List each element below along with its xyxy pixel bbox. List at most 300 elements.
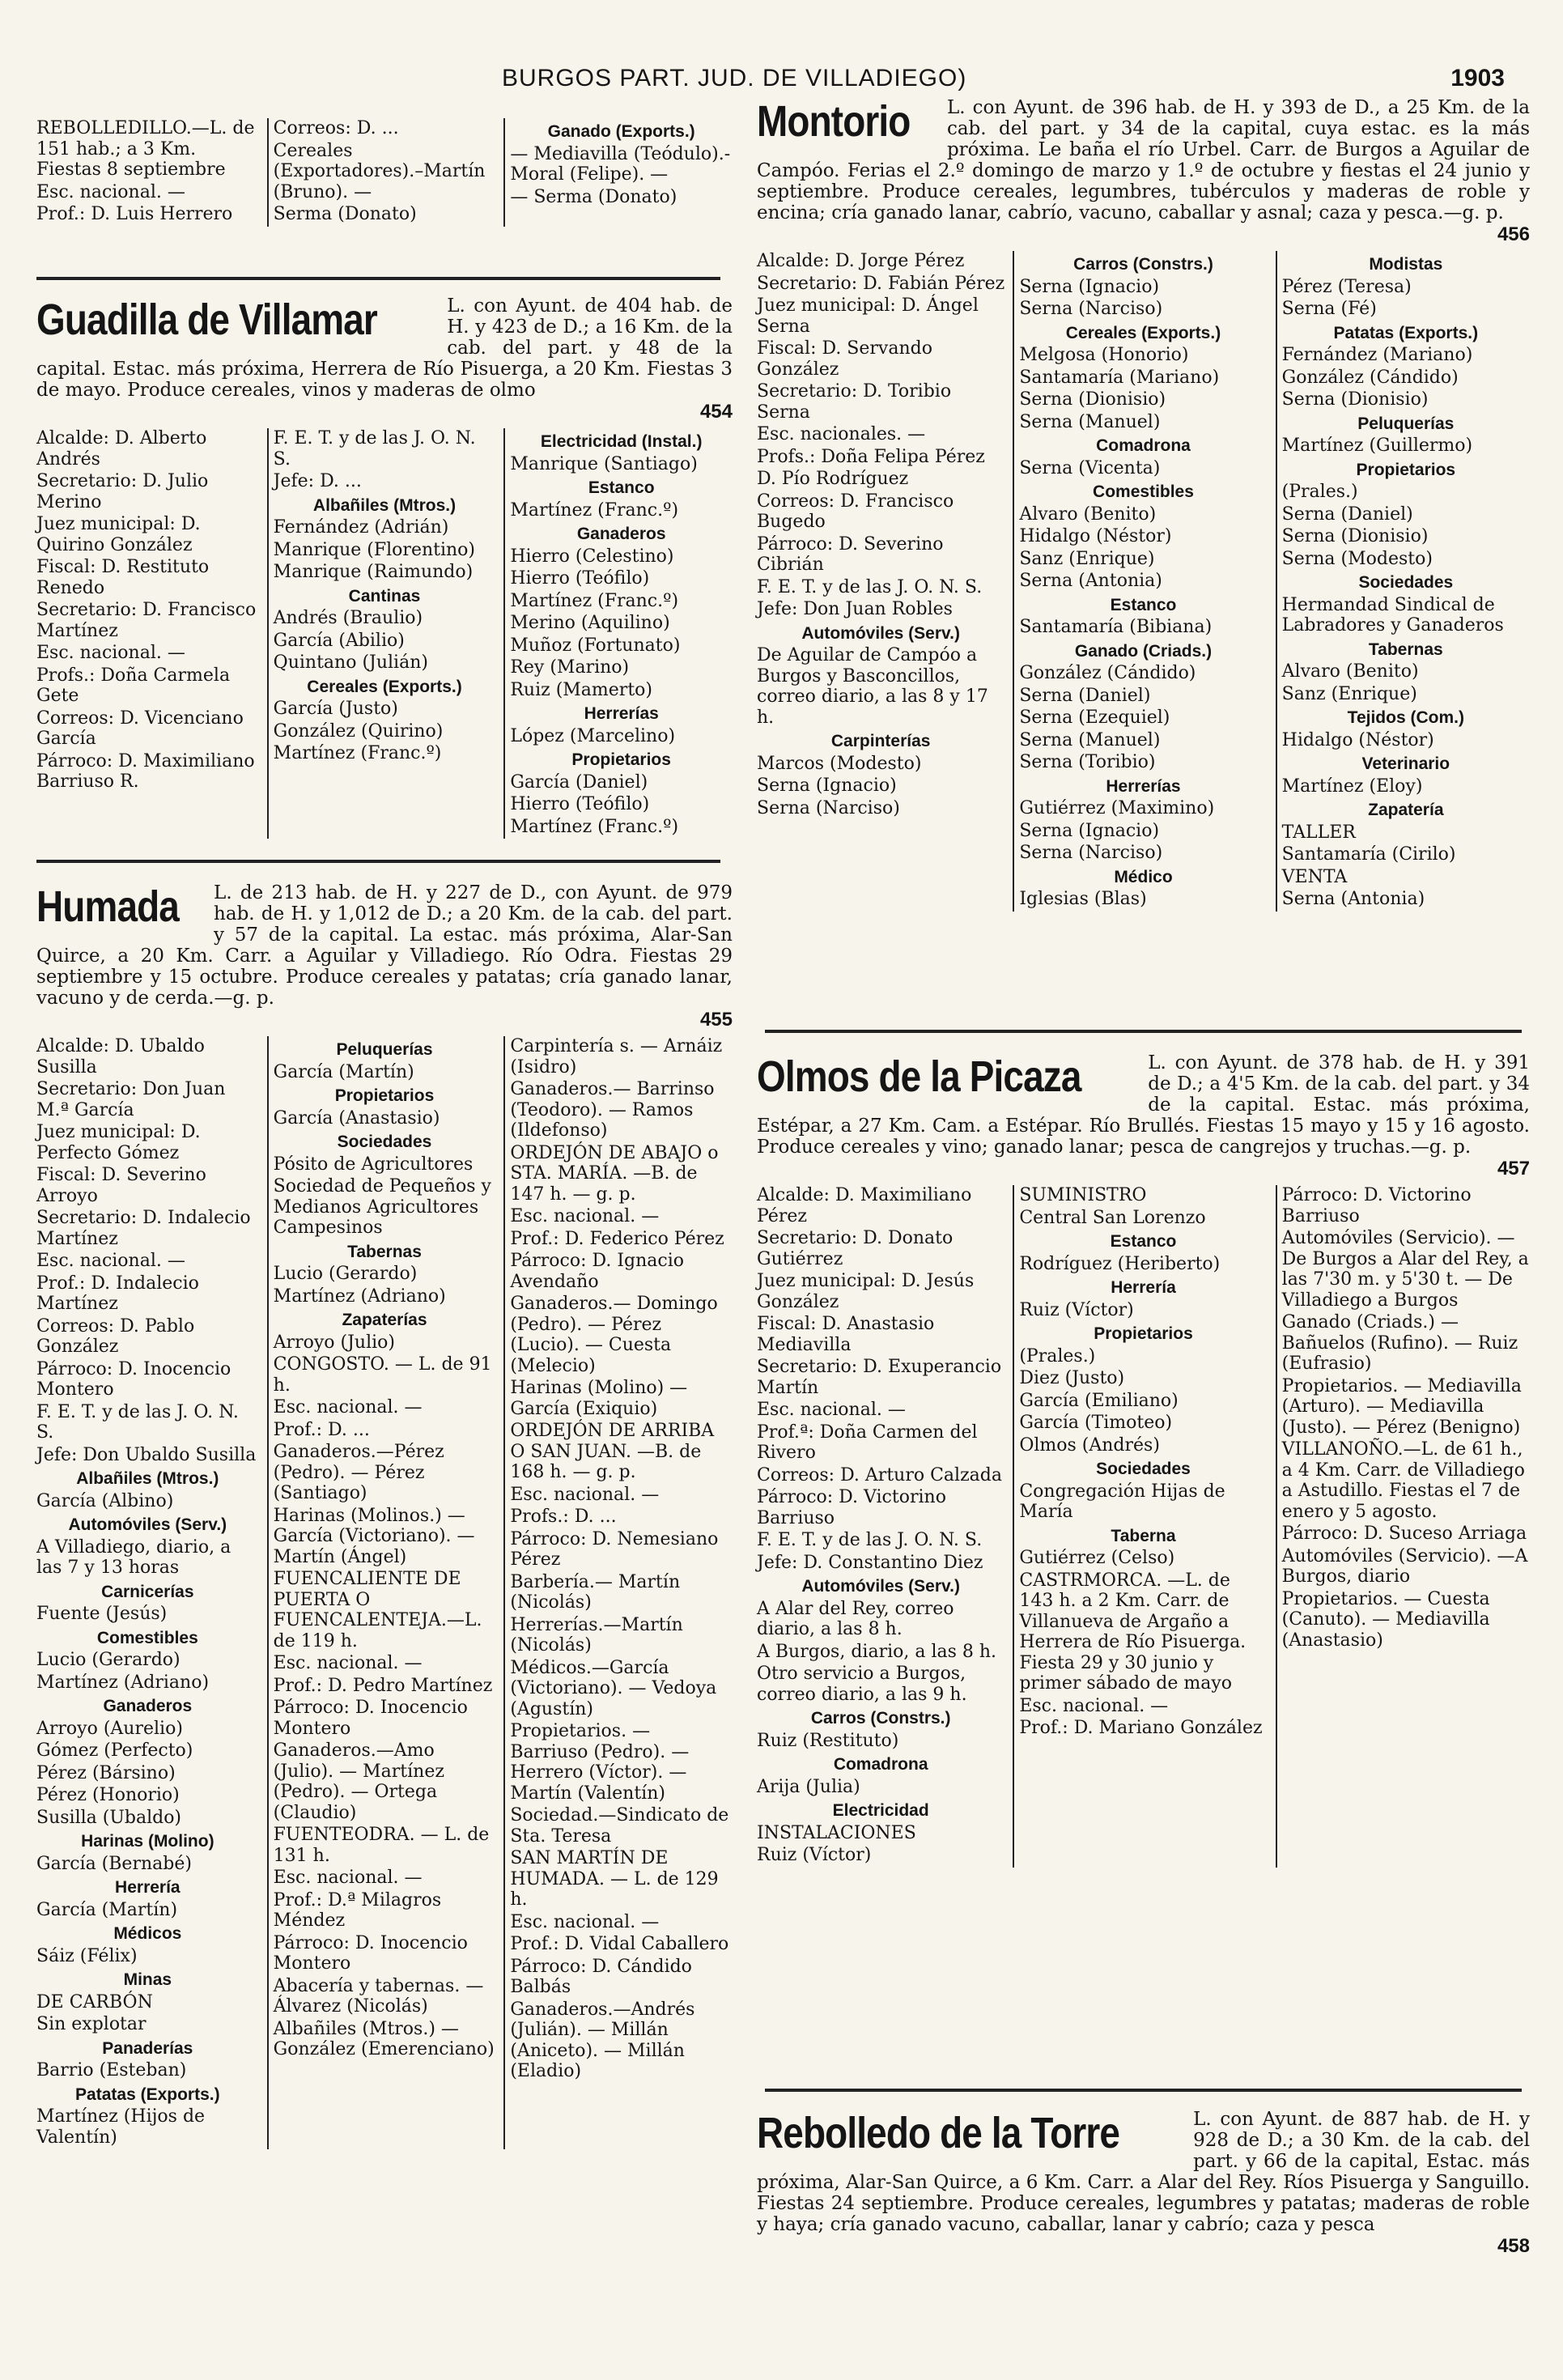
section-divider bbox=[765, 1030, 1522, 1033]
entry-line: Secretario: D. Julio Merino bbox=[36, 471, 209, 512]
entry-line: Párroco: D. Maximiliano Barriuso R. bbox=[36, 750, 255, 792]
entry-line: Secretario: D. Exuperancio Martín bbox=[757, 1357, 1002, 1398]
entry-line: CASTRMORCA. —L. de 143 h. a 2 Km. Carr. de Villanueva de Argaño a Herrera de Río Pisuerga. Fiesta 29 y 30 junio y primer sábado de mayo bbox=[1019, 1570, 1247, 1694]
section-intro: L. de 213 hab. de H. y 227 de D., con Ayunt. de 979 hab. de H. y 1,012 de D.; a 20 Km. de la cab. del part. y 57 de la capital. La estac. más próxima, Alar-San Quirce, a 20 Km. Carr. a Aguilar y Villadiego. Río Odra. Fiestas 29 septiembre y 15 octubre. Produce cereales y patatas; cría ganado lanar, vacuno y de cerda.—g. p. bbox=[36, 882, 733, 1009]
entry-line: Correos: D. Pablo González bbox=[36, 1315, 195, 1357]
category-heading: Electricidad bbox=[832, 1801, 929, 1820]
category-heading: Ganado (Criads.) bbox=[1074, 641, 1213, 661]
entry-line: Jefe: D. Constantino Diez bbox=[757, 1552, 983, 1573]
entry-line: SAN MARTÍN DE HUMADA. — L. de 129 h. bbox=[510, 1848, 719, 1910]
entry-line: Lucio (Gerardo) bbox=[273, 1264, 418, 1284]
entry-line: Pérez (Teresa) bbox=[1281, 276, 1412, 297]
entry-line: Martínez (Franc.º) bbox=[510, 590, 679, 611]
category-heading: Ganaderos bbox=[576, 525, 666, 543]
category-heading: Médicos bbox=[113, 1924, 182, 1943]
category-heading: Ganaderos bbox=[103, 1697, 193, 1715]
entry-line: Susilla (Ubaldo) bbox=[36, 1807, 182, 1828]
entry-line: Serna (Modesto) bbox=[1281, 548, 1433, 569]
entry-line: Barbería.— Martín (Nicolás) bbox=[510, 1571, 681, 1613]
entry-line: Serna (Daniel) bbox=[1019, 685, 1151, 706]
entry-line: Alcalde: D. Ubaldo Susilla bbox=[36, 1036, 205, 1077]
text-column bbox=[1013, 251, 1267, 912]
category-heading: Automóviles (Serv.) bbox=[801, 1577, 960, 1596]
section-columns bbox=[757, 1185, 1530, 1868]
entry-line: Párroco: D. Inocencio Montero bbox=[273, 1932, 468, 1974]
entry-line: Manrique (Florentino) bbox=[273, 539, 476, 560]
category-heading: Automóviles (Serv.) bbox=[68, 1515, 227, 1534]
category-heading: Zapatería bbox=[1368, 801, 1444, 819]
entry-line: Serna (Ignacio) bbox=[1019, 820, 1160, 841]
category-heading: Propietarios bbox=[1356, 460, 1456, 479]
text-column bbox=[267, 1036, 496, 2149]
category-heading: Herrerías bbox=[584, 704, 659, 723]
section-intro: L. con Ayunt. de 396 hab. de H. y 393 de D., a 25 Km. de la cab. del part. y 34 de la capital, cuya estac. es la más próxima. Le baña el río Urbel. Carr. de Burgos a Aguilar de Campóo. Ferias el 2.º domingo de marzo y 1.º de octubre y fiestas el 24 junio y septiembre. Produce cereales, legumbres, tubérculos y maderas de roble y encina; cría ganado lanar, cabrío, vacuno, caballar y asnal; caza y pesca.—g. p. bbox=[757, 97, 1530, 223]
entry-line: Secretario: D. Francisco Martínez bbox=[36, 600, 257, 641]
entry-line: Alcalde: D. Jorge Pérez bbox=[757, 251, 965, 271]
entry-line: Ganado (Criads.) —Bañuelos (Rufino). — Ruiz (Eufrasio) bbox=[1281, 1312, 1518, 1374]
entry-line: Hierro (Teófilo) bbox=[510, 794, 650, 814]
entry-line: Gutiérrez (Celso) bbox=[1019, 1548, 1175, 1568]
text-column bbox=[757, 251, 1004, 912]
entry-line: INSTALACIONES bbox=[757, 1822, 916, 1843]
entry-line: Santamaría (Cirilo) bbox=[1281, 844, 1456, 865]
entry-line: Fuente (Jesús) bbox=[36, 1604, 168, 1624]
entry-line: Prof.: D. Pedro Martínez bbox=[273, 1675, 493, 1696]
category-heading: Comestibles bbox=[1093, 482, 1194, 501]
entry-line: Iglesias (Blas) bbox=[1019, 889, 1147, 909]
entry-line: Serna (Ignacio) bbox=[757, 776, 897, 796]
section-title: Guadilla de Villamar bbox=[36, 295, 377, 344]
entry-line: Pérez (Bársino) bbox=[36, 1762, 176, 1783]
entry-line: Profs.: D. ... bbox=[510, 1507, 617, 1527]
entry-line: Lucio (Gerardo) bbox=[36, 1650, 181, 1670]
entry-line: Ganaderos.—Amo (Julio). — Martínez (Pedro). — Ortega (Claudio) bbox=[273, 1740, 444, 1823]
category-heading: Propietarios bbox=[1094, 1324, 1193, 1343]
entry-line: Serna (Manuel) bbox=[1019, 729, 1161, 750]
entry-line: Juez municipal: D. Quirino González bbox=[36, 514, 201, 555]
category-heading: Peluquerías bbox=[1357, 414, 1455, 433]
entry-line: Esc. nacional. — bbox=[273, 1653, 423, 1673]
entry-line: Hidalgo (Néstor) bbox=[1019, 526, 1172, 546]
category-heading: Zapaterías bbox=[342, 1311, 427, 1329]
category-heading: Albañiles (Mtros.) bbox=[312, 495, 457, 515]
entry-line: Albañiles (Mtros.) — González (Emerenciano) bbox=[273, 2018, 495, 2059]
header-title: BURGOS PART. JUD. DE VILLADIEGO) bbox=[502, 65, 967, 91]
entry-line: ORDEJÓN DE ABAJO o STA. MARÍA. —B. de 147 h. — g. p. bbox=[510, 1142, 719, 1205]
entry-line: Esc. nacional. — bbox=[510, 1911, 660, 1932]
entry-line: Prof.: D. ... bbox=[273, 1419, 370, 1440]
entry-line: Párroco: D. Suceso Arriaga bbox=[1281, 1524, 1527, 1544]
category-heading: Carnicerías bbox=[101, 1582, 194, 1601]
category-heading: Médico bbox=[1114, 867, 1173, 886]
entry-line: Hierro (Teófilo) bbox=[510, 568, 650, 589]
entry-line: Jefe: D. ... bbox=[273, 471, 362, 491]
section-montorio bbox=[757, 97, 1530, 988]
entry-line: Congregación Hijas de María bbox=[1019, 1481, 1225, 1522]
entry-line: Serna (Manuel) bbox=[1019, 411, 1161, 432]
entry-line: Propietarios. — Barriuso (Pedro). — Herrero (Víctor). — Martín (Valentín) bbox=[510, 1721, 690, 1804]
entry-line: Fiscal: D. Anastasio Mediavilla bbox=[757, 1314, 935, 1355]
entry-line: Jefe: Don Ubaldo Susilla bbox=[36, 1444, 257, 1465]
entry-line: Esc. nacional. — bbox=[36, 1251, 185, 1271]
entry-line: Martínez (Franc.º) bbox=[510, 499, 679, 521]
category-heading: Cereales (Exports.) bbox=[307, 677, 462, 696]
entry-number: 458 bbox=[1497, 2235, 1530, 2257]
entry-line: Esc. nacional. — bbox=[757, 1400, 906, 1420]
entry-line: Manrique (Santiago) bbox=[510, 453, 698, 474]
entry-line: F. E. T. y de las J. O. N. S. bbox=[36, 1401, 239, 1443]
entry-line: Martínez (Hijos de Valentín) bbox=[36, 2106, 206, 2148]
section-columns bbox=[36, 428, 733, 839]
text-column bbox=[1276, 1185, 1530, 1868]
entry-line: García (Anastasio) bbox=[273, 1107, 440, 1128]
section-title: Humada bbox=[36, 882, 179, 931]
entry-line: Párroco: D. Cándido Balbás bbox=[510, 1956, 692, 1997]
entry-line: De Aguilar de Campóo a Burgos y Basconcillos, correo diario, a las 8 y 17 h. bbox=[757, 645, 988, 728]
entry-line: Correos: D. ... bbox=[273, 118, 399, 138]
section-columns bbox=[36, 1036, 733, 2149]
category-heading: Estanco bbox=[1110, 1232, 1177, 1251]
entry-line: Hermandad Sindical de Labradores y Ganaderos bbox=[1281, 594, 1504, 635]
entry-line: DE CARBÓN bbox=[36, 1991, 153, 2012]
entry-line: Prof.ª: Doña Carmen del Rivero bbox=[757, 1422, 978, 1463]
entry-line: Serma (Donato) bbox=[273, 204, 417, 224]
entry-line: Serna (Vicenta) bbox=[1019, 457, 1161, 478]
category-heading: Propietarios bbox=[334, 1086, 435, 1105]
section-rebolledillo bbox=[36, 113, 733, 275]
entry-line: VENTA bbox=[1281, 866, 1348, 887]
category-heading: Carros (Constrs.) bbox=[1073, 255, 1213, 274]
entry-line: Serna (Narciso) bbox=[757, 797, 900, 818]
entry-line: Prof.: D. Federico Pérez bbox=[510, 1228, 724, 1249]
entry-line: Párroco: D. Severino Cibrián bbox=[757, 533, 944, 575]
category-heading: Comadrona bbox=[833, 1755, 928, 1774]
page-number: 1903 bbox=[1450, 65, 1505, 91]
category-heading: Sociedades bbox=[1096, 1460, 1191, 1478]
entry-line: Sociedad de Pequeños y Medianos Agricultores Campesinos bbox=[273, 1176, 491, 1238]
section-intro: L. con Ayunt. de 404 hab. de H. y 423 de D.; a 16 Km. de la cab. del part. y 48 de la capital. Estac. más próxima, Herrera de Río Pisuerga, a 20 Km. Fiestas 3 de mayo. Produce cereales, vinos y maderas de olmo bbox=[36, 295, 733, 401]
text-column bbox=[757, 1185, 1004, 1868]
entry-line: Esc. nacional. — bbox=[273, 1868, 423, 1888]
text-column bbox=[36, 1036, 259, 2149]
entry-line: Profs.: Doña Felipa Pérez bbox=[757, 446, 985, 467]
entry-line: Serna (Fé) bbox=[1281, 299, 1377, 319]
entry-line: Serna (Antonia) bbox=[1019, 571, 1162, 591]
entry-line: Alvaro (Benito) bbox=[1281, 661, 1419, 682]
entry-line: Ganaderos.— Domingo (Pedro). — Pérez (Lucio). — Cuesta (Melecio) bbox=[510, 1294, 718, 1376]
category-heading: Herrería bbox=[115, 1878, 181, 1897]
entry-line: González (Quirino) bbox=[273, 720, 444, 742]
entry-line: Serna (Narciso) bbox=[1019, 299, 1163, 319]
entry-line: Secretario: D. Fabián Pérez bbox=[757, 273, 1005, 294]
entry-line: Serna (Toribio) bbox=[1019, 752, 1156, 772]
entry-line: Ganaderos.—Pérez (Pedro). — Pérez (Santiago) bbox=[273, 1442, 444, 1503]
entry-line: Serna (Dionisio) bbox=[1281, 526, 1429, 546]
entry-line: Diez (Justo) bbox=[1019, 1368, 1125, 1388]
category-heading: Sociedades bbox=[1358, 573, 1454, 592]
entry-line: Martínez (Adriano) bbox=[273, 1286, 446, 1307]
section-divider bbox=[765, 2089, 1522, 2092]
entry-line: Médicos.—García (Victoriano). — Vedoya (Agustín) bbox=[510, 1657, 717, 1719]
entry-line: Gómez (Perfecto) bbox=[36, 1740, 193, 1761]
section-divider bbox=[36, 860, 720, 863]
entry-line: Melgosa (Honorio) bbox=[1019, 345, 1189, 365]
entry-line: Juez municipal: D. Perfecto Gómez bbox=[36, 1122, 201, 1163]
category-heading: Estanco bbox=[588, 478, 655, 497]
entry-line: Prof.: D.ª Milagros Méndez bbox=[273, 1889, 442, 1931]
entry-line: Sanz (Enrique) bbox=[1019, 548, 1155, 569]
entry-line: Correos: D. Vicenciano García bbox=[36, 708, 244, 749]
entry-line: Harinas (Molinos.) — García (Victoriano). — Martín (Ángel) bbox=[273, 1505, 475, 1567]
entry-line: Sanz (Enrique) bbox=[1281, 683, 1417, 704]
entry-line: D. Pío Rodríguez bbox=[757, 469, 909, 489]
section-title: Montorio bbox=[757, 97, 911, 146]
entry-line: TALLER bbox=[1281, 822, 1356, 843]
entry-line: Secretario: Don Juan M.ª García bbox=[36, 1079, 226, 1120]
entry-line: Alcalde: D. Alberto Andrés bbox=[36, 428, 207, 470]
entry-line: Profs.: Doña Carmela Gete bbox=[36, 665, 231, 706]
entry-line: Ganaderos.— Barrinso (Teodoro). — Ramos (Ildefonso) bbox=[510, 1079, 715, 1141]
category-heading: Cereales (Exports.) bbox=[1065, 323, 1221, 342]
entry-number: 454 bbox=[699, 401, 733, 423]
entry-line: Santamaría (Bibiana) bbox=[1019, 617, 1213, 637]
entry-line: Secretario: D. Toribio Serna bbox=[757, 381, 952, 423]
entry-line: Esc. nacional. — bbox=[273, 1397, 423, 1417]
entry-line: García (Daniel) bbox=[510, 771, 648, 793]
entry-line: Sociedad.—Sindicato de Sta. Teresa bbox=[510, 1805, 729, 1847]
category-heading: Carpinterías bbox=[830, 732, 931, 750]
entry-line: Rodríguez (Heriberto) bbox=[1019, 1253, 1221, 1274]
entry-line: Abacería y tabernas. — Álvarez (Nicolás) bbox=[273, 1975, 484, 2017]
entry-line: Automóviles (Servicio). —A Burgos, diario bbox=[1281, 1545, 1528, 1587]
category-heading: Ganado (Exports.) bbox=[547, 122, 695, 141]
category-heading: Minas bbox=[123, 1970, 172, 1989]
entry-line: Correos: D. Francisco Bugedo bbox=[757, 491, 954, 532]
category-heading: Modistas bbox=[1369, 255, 1443, 274]
entry-line: Secretario: D. Donato Gutiérrez bbox=[757, 1228, 954, 1269]
entry-line: Martínez (Eloy) bbox=[1281, 776, 1423, 797]
entry-line: Propietarios. — Cuesta (Canuto). — Mediavilla (Anastasio) bbox=[1281, 1588, 1490, 1651]
entry-line: Párroco: D. Victorino Barriuso bbox=[1281, 1185, 1472, 1226]
entry-line: García (Albino) bbox=[36, 1490, 174, 1511]
category-heading: Patatas (Exports.) bbox=[1333, 323, 1479, 342]
section-intro: L. con Ayunt. de 378 hab. de H. y 391 de D.; a 4'5 Km. de la cab. del part. y 34 de la capital. Estac. más próxima, Estépar, a 27 Km. Cam. a Estépar. Río Brullés. Fiestas 15 mayo y 15 y 16 agosto. Produce cereales y vino; ganado lanar; pesca de cangrejos y truchas.—g. p. bbox=[757, 1052, 1530, 1158]
entry-line: Juez municipal: D. Jesús González bbox=[757, 1271, 975, 1312]
section-intro: L. con Ayunt. de 887 hab. de H. y 928 de D.; a 30 Km. de la cab. del part. y 66 de la capital, Estac. más próxima, Alar-San Quirce, a 6 Km. Carr. a Alar del Rey. Ríos Pisuerga y Sanguillo. Fiestas 24 septiembre. Produce cereales, legumbres y patatas; maderas de roble y haya; cría ganado vacuno, caballar, lanar y cabrío; caza y pesca bbox=[757, 2109, 1530, 2235]
entry-line: Alvaro (Benito) bbox=[1019, 504, 1157, 525]
entry-line: Esc. nacional. — bbox=[510, 1206, 660, 1226]
category-heading: Albañiles (Mtros.) bbox=[76, 1469, 219, 1488]
entry-line: Quintano (Julián) bbox=[273, 652, 428, 673]
entry-line: Arroyo (Aurelio) bbox=[36, 1718, 183, 1739]
entry-line: Párroco: D. Inocencio Montero bbox=[273, 1698, 468, 1739]
text-column bbox=[267, 118, 496, 227]
entry-line: Prof.: D. Luis Herrero bbox=[36, 204, 233, 224]
entry-line: López (Marcelino) bbox=[510, 725, 676, 746]
category-heading: Tabernas bbox=[1368, 640, 1443, 659]
category-heading: Automóviles (Serv.) bbox=[801, 623, 960, 643]
category-heading: Veterinario bbox=[1361, 754, 1450, 773]
entry-line: — Mediavilla (Teódulo).-Moral (Felipe). — bbox=[510, 143, 731, 185]
entry-line: Serna (Antonia) bbox=[1281, 889, 1425, 909]
entry-line: Prof.: D. Vidal Caballero bbox=[510, 1934, 729, 1954]
text-column bbox=[36, 428, 259, 839]
entry-line: Andrés (Braulio) bbox=[273, 608, 423, 628]
entry-line: A Villadiego, diario, a las 7 y 13 horas bbox=[36, 1536, 231, 1578]
entry-line: F. E. T. y de las J. O. N. S. bbox=[273, 428, 476, 470]
entry-number: 456 bbox=[1497, 223, 1530, 245]
entry-line: Harinas (Molino) —García (Exiquio) bbox=[510, 1378, 688, 1419]
entry-line: Esc. nacional. — bbox=[510, 1484, 660, 1505]
entry-line: Párroco: D. Victorino Barriuso bbox=[757, 1487, 946, 1528]
category-heading: Taberna bbox=[1111, 1526, 1176, 1545]
entry-line: Central San Lorenzo bbox=[1019, 1207, 1206, 1228]
entry-line: Manrique (Raimundo) bbox=[273, 562, 474, 582]
entry-line: Serna (Dionisio) bbox=[1281, 389, 1429, 410]
entry-line: Merino (Aquilino) bbox=[510, 613, 670, 633]
entry-line: REBOLLEDILLO.—L. de 151 hab.; a 3 Km. Fiestas 8 septiembre bbox=[36, 118, 255, 180]
entry-line: Martínez (Franc.º) bbox=[273, 743, 442, 763]
category-heading: Comestibles bbox=[96, 1628, 198, 1647]
entry-line: Barrio (Esteban) bbox=[36, 2060, 187, 2080]
category-heading: Panaderías bbox=[102, 2038, 193, 2058]
category-heading: Herrerías bbox=[1106, 776, 1181, 796]
entry-line: Carpintería s. — Arnáiz (Isidro) bbox=[510, 1036, 723, 1077]
entry-line: Sáiz (Félix) bbox=[36, 1945, 138, 1966]
section-columns bbox=[757, 251, 1530, 912]
section-guadilla bbox=[36, 295, 733, 854]
entry-line: Martínez (Adriano) bbox=[36, 1672, 210, 1693]
entry-line: FUENCALIENTE DE PUERTA O FUENCALENTEJA.—L. de 119 h. bbox=[273, 1569, 482, 1651]
entry-line: Automóviles (Servicio). — De Burgos a Alar del Rey, a las 7'30 m. y 5'30 t. — De Villadiego a Burgos bbox=[1281, 1228, 1529, 1311]
entry-line: FUENTEODRA. — L. de 131 h. bbox=[273, 1825, 490, 1866]
entry-line: F. E. T. y de las J. O. N. S. bbox=[757, 576, 983, 597]
entry-line: García (Bernabé) bbox=[36, 1853, 192, 1874]
entry-line: Esc. nacional. — bbox=[36, 181, 185, 202]
entry-line: Muñoz (Fortunato) bbox=[510, 635, 681, 656]
section-humada bbox=[36, 882, 733, 2356]
section-olmos bbox=[757, 1052, 1530, 2080]
category-heading: Peluquerías bbox=[336, 1040, 433, 1059]
entry-line: Párroco: D. Inocencio Montero bbox=[36, 1358, 231, 1400]
entry-line: Fiscal: D. Restituto Renedo bbox=[36, 557, 210, 598]
entry-line: Otro servicio a Burgos, correo diario, a las 9 h. bbox=[757, 1664, 967, 1705]
entry-line: García (Abilio) bbox=[273, 630, 405, 651]
entry-line: Ruiz (Mamerto) bbox=[510, 679, 652, 700]
entry-line: CONGOSTO. — L. de 91 h. bbox=[273, 1354, 492, 1396]
entry-line: Fiscal: D. Servando González bbox=[757, 338, 932, 380]
entry-line: Santamaría (Mariano) bbox=[1019, 367, 1220, 388]
category-heading: Herrería bbox=[1111, 1278, 1176, 1297]
entry-number: 455 bbox=[699, 1009, 733, 1031]
entry-line: F. E. T. y de las J. O. N. S. bbox=[757, 1530, 983, 1550]
category-heading: Patatas (Exports.) bbox=[75, 2085, 220, 2104]
entry-line: Ruiz (Víctor) bbox=[1019, 1299, 1134, 1320]
entry-line: González (Cándido) bbox=[1019, 663, 1196, 683]
entry-line: Serna (Ignacio) bbox=[1019, 276, 1160, 297]
entry-line: Serna (Ezequiel) bbox=[1019, 708, 1170, 728]
entry-line: Cereales (Exportadores).–Martín (Bruno). — bbox=[273, 140, 486, 202]
entry-line: González (Cándido) bbox=[1281, 367, 1459, 388]
entry-line: (Prales.) bbox=[1019, 1345, 1096, 1366]
category-heading: Comadrona bbox=[1096, 436, 1191, 455]
entry-line: Hidalgo (Néstor) bbox=[1281, 729, 1434, 750]
entry-line: ORDEJÓN DE ARRIBA O SAN JUAN. —B. de 168 h. — g. p. bbox=[510, 1421, 715, 1482]
category-heading: Sociedades bbox=[337, 1133, 432, 1151]
entry-line: Serna (Daniel) bbox=[1281, 504, 1413, 525]
entry-line: Gutiérrez (Maximino) bbox=[1019, 798, 1215, 818]
entry-line: Serna (Dionisio) bbox=[1019, 389, 1166, 410]
category-heading: Tabernas bbox=[347, 1242, 422, 1261]
entry-line: Esc. nacionales. — bbox=[757, 424, 926, 444]
entry-line: A Alar del Rey, correo diario, a las 8 h. bbox=[757, 1598, 954, 1639]
entry-line: Fernández (Adrián) bbox=[273, 517, 449, 538]
entry-line: Juez municipal: D. Ángel Serna bbox=[757, 295, 979, 337]
entry-line: Correos: D. Arturo Calzada bbox=[757, 1464, 1002, 1485]
entry-line: Ruiz (Víctor) bbox=[757, 1845, 872, 1865]
section-title: Olmos de la Picaza bbox=[757, 1052, 1081, 1101]
text-column bbox=[503, 1036, 733, 2149]
entry-line: Rey (Marino) bbox=[510, 657, 630, 678]
entry-line: Propietarios. — Mediavilla (Arturo). — Mediavilla (Justo). — Pérez (Benigno) bbox=[1281, 1375, 1522, 1438]
entry-line: Ruiz (Restituto) bbox=[757, 1730, 899, 1751]
text-column bbox=[503, 428, 733, 839]
entry-line: Arroyo (Julio) bbox=[273, 1332, 395, 1353]
entry-line: Fernández (Mariano) bbox=[1281, 345, 1473, 365]
entry-line: Sin explotar bbox=[36, 2014, 147, 2034]
entry-line: Esc. nacional. — bbox=[36, 643, 185, 663]
category-heading: Estanco bbox=[1110, 595, 1177, 614]
entry-line: Serna (Narciso) bbox=[1019, 843, 1163, 863]
entry-line: Prof.: D. Indalecio Martínez bbox=[36, 1273, 199, 1314]
text-column bbox=[1276, 251, 1530, 912]
entry-line: Marcos (Modesto) bbox=[757, 753, 922, 774]
entry-line: Jefe: Don Juan Robles bbox=[757, 599, 953, 619]
category-heading: Harinas (Molino) bbox=[81, 1832, 214, 1851]
entry-line: Herrerías.—Martín (Nicolás) bbox=[510, 1614, 683, 1655]
entry-line: SUMINISTRO bbox=[1019, 1185, 1147, 1205]
text-column bbox=[1013, 1185, 1267, 1868]
entry-line: Alcalde: D. Maximiliano Pérez bbox=[757, 1185, 972, 1226]
section-divider bbox=[36, 277, 720, 280]
entry-line: Hierro (Celestino) bbox=[510, 546, 674, 567]
category-heading: Cantinas bbox=[348, 586, 421, 606]
entry-line: VILLANOÑO.—L. de 61 h., a 4 Km. Carr. de Villadiego a Astudillo. Fiestas el 7 de enero y 5 agosto. bbox=[1281, 1439, 1525, 1522]
entry-line: Secretario: D. Indalecio Martínez bbox=[36, 1208, 251, 1249]
category-heading: Tejidos (Com.) bbox=[1347, 708, 1464, 727]
section-title: Rebolledo de la Torre bbox=[757, 2109, 1120, 2157]
entry-line: Arija (Julia) bbox=[757, 1776, 860, 1797]
category-heading: Propietarios bbox=[571, 750, 671, 769]
entry-line: García (Justo) bbox=[273, 699, 398, 719]
text-column bbox=[267, 428, 496, 839]
section-columns bbox=[36, 118, 733, 227]
entry-number: 457 bbox=[1497, 1158, 1530, 1179]
entry-line: Ganaderos.—Andrés (Julián). — Millán (Aniceto). — Millán (Eladio) bbox=[510, 1999, 695, 2081]
entry-line: Martínez (Franc.º) bbox=[510, 816, 679, 837]
entry-line: García (Martín) bbox=[273, 1061, 414, 1082]
section-rebolledo bbox=[757, 2109, 1530, 2352]
entry-line: Fiscal: D. Severino Arroyo bbox=[36, 1165, 206, 1206]
entry-line: Párroco: D. Nemesiano Pérez bbox=[510, 1528, 719, 1570]
entry-line: Martínez (Guillermo) bbox=[1281, 436, 1473, 456]
entry-line: Párroco: D. Ignacio Avendaño bbox=[510, 1251, 685, 1292]
entry-line: Pósito de Agricultores bbox=[273, 1154, 474, 1175]
text-column bbox=[503, 118, 733, 227]
entry-line: García (Emiliano) bbox=[1019, 1390, 1179, 1411]
text-column bbox=[36, 118, 259, 227]
entry-line: A Burgos, diario, a las 8 h. bbox=[757, 1641, 997, 1662]
